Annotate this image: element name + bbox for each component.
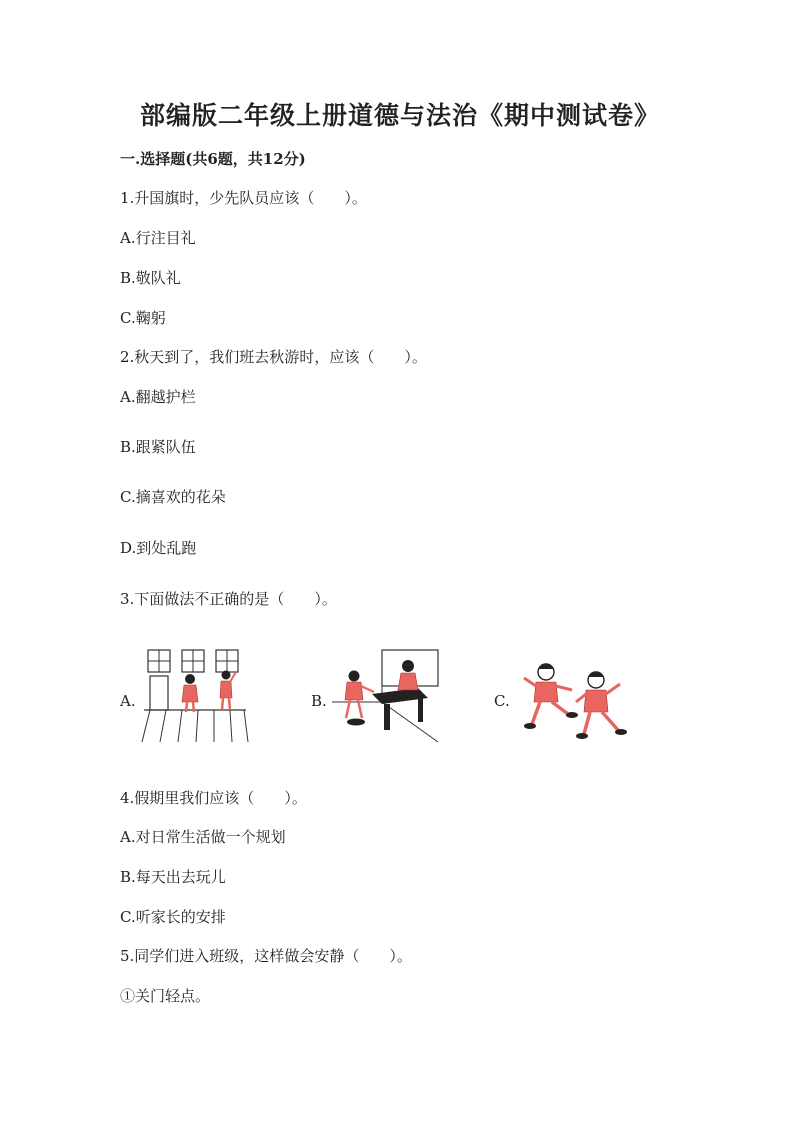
page-title: 部编版二年级上册道德与法治《期中测试卷》 bbox=[139, 101, 660, 130]
question-1-stem: 1.升国旗时，少先队员应该（ ）。 bbox=[120, 189, 367, 207]
question-2-stem: 2.秋天到了，我们班去秋游时，应该（ ）。 bbox=[120, 348, 427, 366]
question-3-label-c: C. bbox=[494, 692, 510, 710]
question-1-option-b: B.敬队礼 bbox=[120, 269, 181, 287]
picture-a-queue-at-window bbox=[140, 642, 250, 746]
question-2-option-c: C.摘喜欢的花朵 bbox=[120, 488, 226, 506]
question-5-stem: 5.同学们进入班级，这样做会安静（ ）。 bbox=[120, 947, 412, 965]
question-4-option-a: A.对日常生活做一个规划 bbox=[120, 828, 286, 846]
question-5-item-1: ①关门轻点。 bbox=[120, 987, 211, 1005]
question-1-option-c: C.鞠躬 bbox=[120, 309, 166, 327]
question-1-option-a: A.行注目礼 bbox=[120, 229, 196, 247]
section-heading: 一.选择题(共6题，共12分) bbox=[120, 150, 306, 168]
question-4-stem: 4.假期里我们应该（ ）。 bbox=[120, 789, 307, 807]
picture-c-children-fighting bbox=[514, 642, 630, 746]
question-2-option-d: D.到处乱跑 bbox=[120, 539, 197, 557]
picture-b-classroom-desk bbox=[332, 642, 442, 750]
question-2-option-a: A.翻越护栏 bbox=[120, 388, 196, 406]
question-3-label-b: B. bbox=[311, 692, 327, 710]
question-3-label-a: A. bbox=[120, 692, 136, 710]
question-2-option-b: B.跟紧队伍 bbox=[120, 438, 196, 456]
question-4-option-b: B.每天出去玩儿 bbox=[120, 868, 226, 886]
question-4-option-c: C.听家长的安排 bbox=[120, 908, 226, 926]
question-3-stem: 3.下面做法不正确的是（ ）。 bbox=[120, 590, 337, 608]
